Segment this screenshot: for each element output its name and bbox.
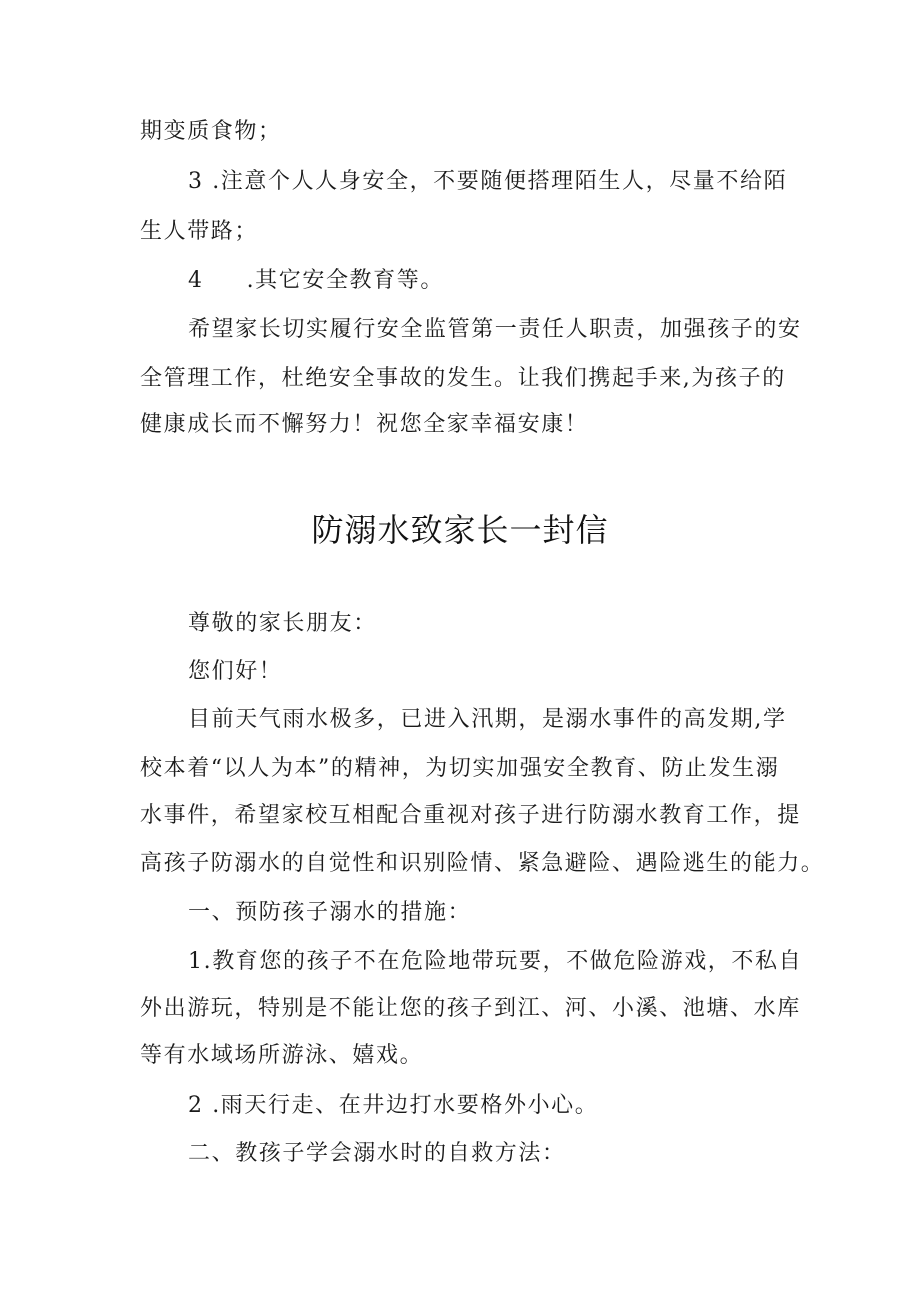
list-item-3: 3 .注意个人人身安全，不要随便搭理陌生人，尽量不给陌	[188, 169, 788, 194]
paragraph-line: 希望家长切实履行安全监管第一责任人职责，加强孩子的安	[188, 317, 802, 342]
salutation: 尊敬的家长朋友：	[188, 611, 377, 636]
text-line: 生人带路；	[140, 219, 259, 244]
greeting: 您们好！	[188, 659, 283, 684]
list-item-4: 4 .其它安全教育等。	[188, 268, 444, 293]
letter-title: 防溺水致家长一封信	[311, 511, 609, 549]
paragraph-line: 水事件，希望家校互相配合重视对孩子进行防溺水教育工作，提	[140, 803, 801, 828]
paragraph-line: 等有水域场所游泳、嬉戏。	[140, 1043, 424, 1068]
section-heading-2: 二、教孩子学会溺水时的自救方法：	[188, 1141, 566, 1166]
paragraph-line: 全管理工作，杜绝安全事故的发生。让我们携起手来,为孩子的	[140, 366, 786, 391]
paragraph-line: 高孩子防溺水的自觉性和识别险情、紧急避险、遇险逃生的能力。	[140, 851, 825, 876]
text-line: 期变质食物；	[140, 119, 282, 144]
paragraph-line: 校本着“以人为本”的精神，为切实加强安全教育、防止发生溺	[140, 756, 780, 781]
list-item-1: 1.教育您的孩子不在危险地带玩要，不做危险游戏，不私自	[188, 949, 803, 974]
paragraph-line: 外出游玩，特别是不能让您的孩子到江、河、小溪、池塘、水库	[140, 996, 801, 1021]
list-item-2: 2 .雨天行走、在井边打水要格外小心。	[188, 1093, 599, 1118]
section-heading-1: 一、预防孩子溺水的措施：	[188, 900, 472, 925]
paragraph-line: 目前天气雨水极多，已进入汛期，是溺水事件的高发期,学	[188, 707, 787, 732]
paragraph-line: 健康成长而不懈努力！祝您全家幸福安康！	[140, 412, 589, 437]
